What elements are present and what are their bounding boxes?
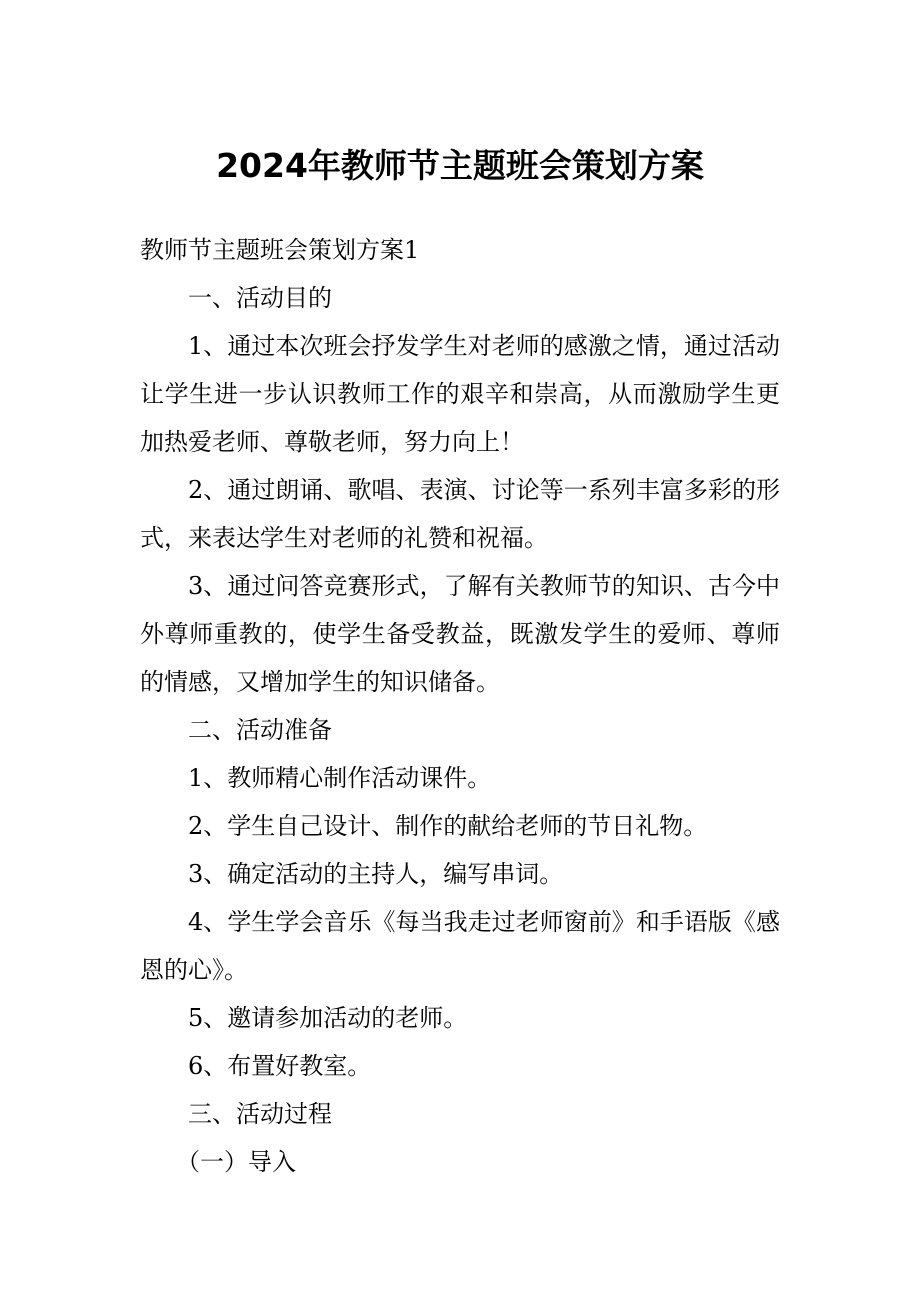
section-heading-preparation: 二、活动准备 <box>188 716 332 744</box>
section-heading-plan-1: 教师节主题班会策划方案1 <box>140 236 420 264</box>
section-heading-purpose: 一、活动目的 <box>188 284 332 312</box>
paragraph-preparation-3: 3、确定活动的主持人，编写串词。 <box>188 860 564 888</box>
section-heading-process: 三、活动过程 <box>188 1100 332 1128</box>
paragraph-preparation-5: 5、邀请参加活动的老师。 <box>188 1004 468 1032</box>
subsection-heading-intro: （一）导入 <box>176 1148 296 1176</box>
paragraph-preparation-2: 2、学生自己设计、制作的献给老师的节日礼物。 <box>188 812 708 840</box>
document-title: 2024年教师节主题班会策划方案 <box>216 146 704 185</box>
paragraph-preparation-4: 4、学生学会音乐《每当我走过老师窗前》和手语版《感恩的心》。 <box>140 908 780 984</box>
paragraph-purpose-2: 2、通过朗诵、歌唱、表演、讨论等一系列丰富多彩的形式，来表达学生对老师的礼赞和祝福。 <box>140 476 780 552</box>
document-body <box>140 226 780 1186</box>
paragraph-purpose-3: 3、通过问答竞赛形式，了解有关教师节的知识、古今中外尊师重教的，使学生备受教益，既激发学生的爱师、尊师的情感，又增加学生的知识储备。 <box>140 572 780 696</box>
paragraph-preparation-6: 6、布置好教室。 <box>188 1052 372 1080</box>
paragraph-purpose-1: 1、通过本次班会抒发学生对老师的感激之情，通过活动让学生进一步认识教师工作的艰辛和崇高，从而激励学生更加热爱老师、尊敬老师，努力向上！ <box>140 332 780 456</box>
paragraph-preparation-1: 1、教师精心制作活动课件。 <box>188 764 492 792</box>
